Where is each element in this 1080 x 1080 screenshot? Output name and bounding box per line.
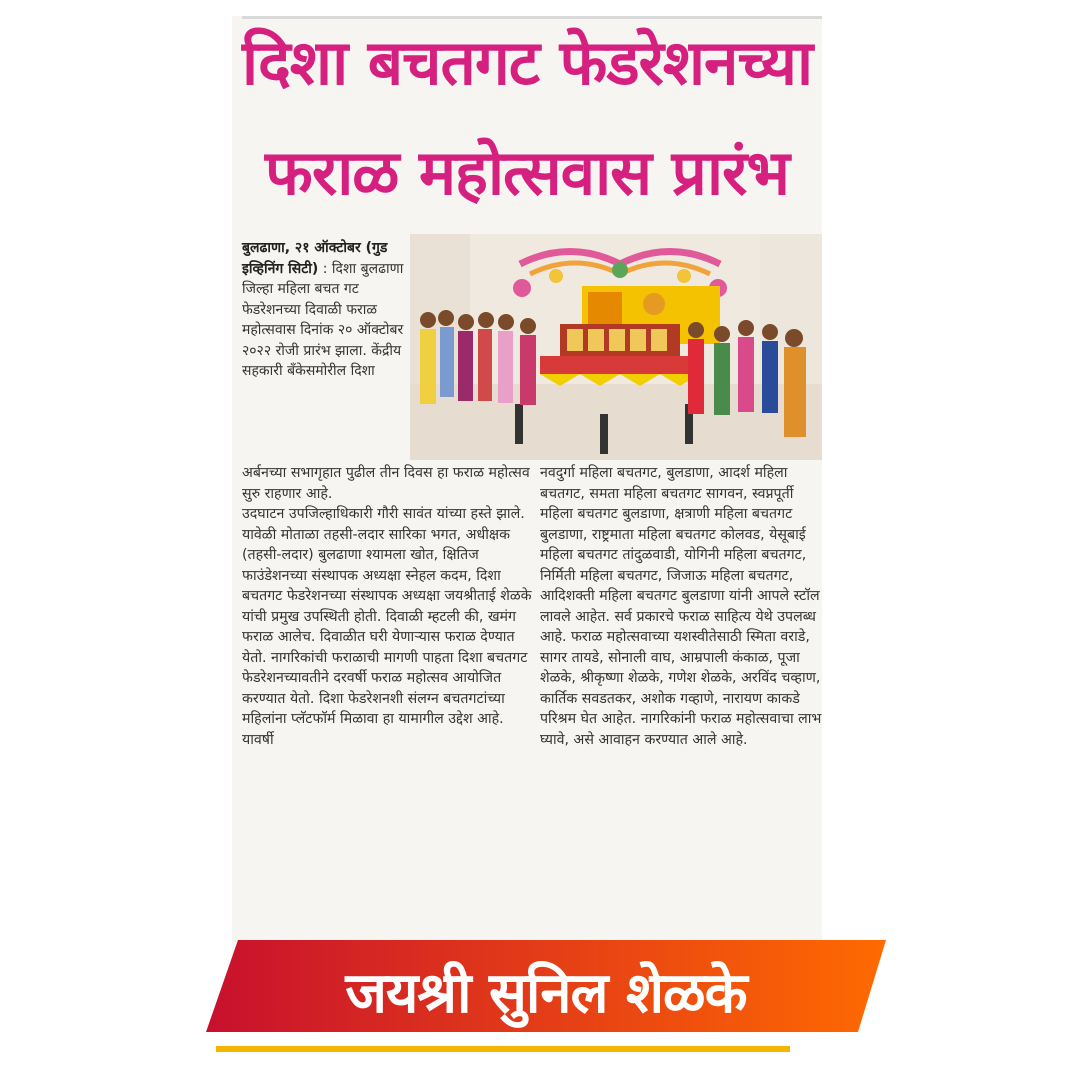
event-photo-illustration bbox=[410, 234, 822, 460]
headline-line-2: फराळ महोत्सवास प्रारंभ bbox=[265, 136, 789, 209]
dateline-body: : दिशा बुलढाणा जिल्हा महिला बचत गट फेडरेशनच्या दिवाळी फराळ महोत्सवास दिनांक २० ऑक्टोबर २०२२ रोजी प्रारंभ झाला. केंद्रीय सहकारी बँकेसमोरील दिशा bbox=[242, 260, 404, 379]
article-column-2: नवदुर्गा महिला बचतगट, बुलडाणा, आदर्श महिला बचतगट, समता महिला बचतगट सागवन, स्वप्नपूर्ती महिला बचतगट बुलडाणा, क्षत्राणी महिला बचतगट बुलडाणा, राष्ट्रमाता महिला बचतगट कोलवड, येसूबाई महिला बचतगट तांदुळवाडी, योगिनी महिला बचतगट, निर्मिती महिला बचतगट, जिजाऊ महिला बचतगट, आदिशक्ती महिला बचतगट बुलडाणा यांनी आपले स्टॉल लावले आहेत. सर्व प्रकारचे फराळ साहित्य येथे उपलब्ध आहे. फराळ महोत्सवाच्या यशस्वीतेसाठी स्मिता वराडे, सागर तायडे, सोनाली वाघ, आम्रपाली कंकाळ, पूजा शेळके, श्रीकृष्णा शेळके, गणेश शेळके, अरविंद चव्हाण, कार्तिक सवडतकर, अशोक गव्हाणे, नारायण काकडे परिश्रम घेत आहेत. नागरिकांनी फराळ महोत्सवाचा लाभ घ्यावे, असे आवाहन करण्यात आले आहे. bbox=[540, 465, 822, 748]
clipping-top-border bbox=[242, 16, 822, 19]
article-column-1: अर्बनच्या सभागृहात पुढील तीन दिवस हा फराळ महोत्सव सुरु राहणार आहे. उदघाटन उपजिल्हाधिकारी गौरी सावंत यांच्या हस्ते झाले. यावेळी मोताळा तहसी-लदार सारिका भगत, अधीक्षक (तहसी-लदार) बुलढाणा श्यामला खोत, क्षितिज फाउंडेशनच्या संस्थापक अध्यक्षा स्नेहल कदम, दिशा बचतगट फेडरेशनच्या संस्थापक अध्यक्षा जयश्रीताई शेळके यांची प्रमुख उपस्थिती होती. दिवाळी म्हटली की, खमंग फराळ आलेच. दिवाळीत घरी येणाऱ्यास फराळ देण्यात येतो. नागरिकांची फराळाची मागणी पाहता दिशा बचतगट फेडरेशनच्यावतीने दरवर्षी फराळ महोत्सव आयोजित करण्यात येतो. दिशा फेडरेशनशी संलग्न बचतगटांच्या महिलांना प्लॅटफॉर्म मिळावा हा यामागील उद्देश आहे. यावर्षी bbox=[242, 465, 532, 748]
event-photo bbox=[410, 234, 822, 460]
banner-name: जयश्री सुनिल शेळके bbox=[345, 961, 747, 1026]
article-dateline-paragraph bbox=[242, 238, 410, 382]
dateline-place-date: बुलढाणा, २१ ऑक्टोबर (गुड इव्हिनिंग सिटी) bbox=[242, 240, 388, 277]
headline-line-1: दिशा बचतगट फेडरेशनच्या bbox=[241, 26, 813, 99]
